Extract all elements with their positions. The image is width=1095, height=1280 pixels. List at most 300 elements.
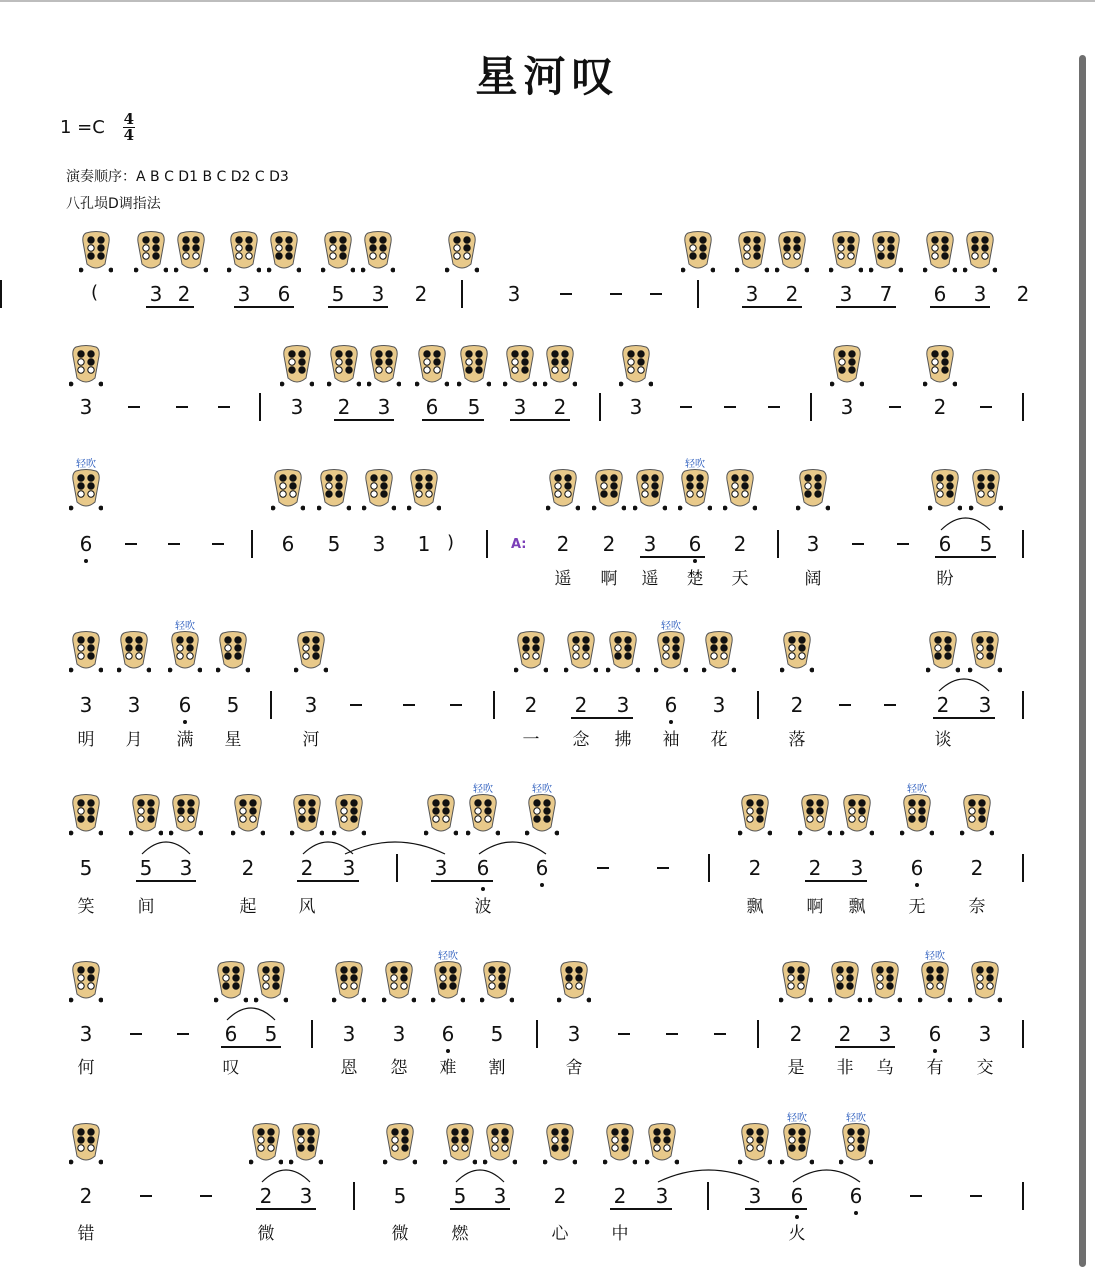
xun-fingering-chart: [227, 230, 261, 274]
jianpu-note: 2: [574, 693, 588, 717]
lyric-character: 遥: [641, 569, 659, 589]
xun-fingering-chart: [654, 630, 688, 674]
sustain-dash: [980, 406, 992, 408]
jianpu-note: 3: [304, 693, 318, 717]
xun-fingering-chart: [332, 960, 366, 1004]
jianpu-note: 3: [434, 856, 448, 880]
jianpu-note: 2: [524, 693, 538, 717]
lyric-character: 谈: [934, 730, 952, 750]
jianpu-note: 6: [425, 395, 439, 419]
jianpu-note: 6: [281, 532, 295, 556]
slur: [939, 512, 992, 532]
jianpu-note: 3: [493, 1184, 507, 1208]
soft-blow-label: 轻吹: [925, 951, 945, 962]
eighth-note-underline: [422, 419, 484, 421]
jianpu-note: 2: [259, 1184, 273, 1208]
bar-line: [0, 280, 2, 308]
jianpu-note: 3: [748, 1184, 762, 1208]
xun-fingering-chart: [839, 1122, 873, 1166]
bar-line: [486, 530, 488, 558]
bar-line: [707, 1182, 709, 1210]
jianpu-note: 3: [616, 693, 630, 717]
jianpu-note: 3: [372, 532, 386, 556]
lyric-character: 阔: [804, 569, 822, 589]
jianpu-note: 3: [629, 395, 643, 419]
xun-fingering-chart: [968, 630, 1002, 674]
jianpu-note: 5: [264, 1022, 278, 1046]
sustain-dash: [125, 543, 137, 545]
xun-fingering-chart: [290, 793, 324, 837]
soft-blow-label: 轻吹: [532, 784, 552, 795]
bar-line: [1022, 1182, 1024, 1210]
xun-fingering-chart: [928, 468, 962, 512]
lyric-character: 星: [224, 730, 242, 750]
lyric-character: 一: [522, 730, 540, 750]
jianpu-note: 2: [602, 532, 616, 556]
low-octave-dot: [854, 1211, 858, 1215]
bar-line: [1022, 530, 1024, 558]
sustain-dash: [897, 543, 909, 545]
xun-fingering-chart: [169, 793, 203, 837]
eighth-note-underline: [221, 1046, 281, 1048]
xun-fingering-chart: [367, 344, 401, 388]
soft-blow-label: 轻吹: [473, 784, 493, 795]
soft-blow-label: 轻吹: [76, 459, 96, 470]
bar-line: [396, 854, 398, 882]
xun-fingering-chart: [321, 230, 355, 274]
jianpu-note: 3: [371, 282, 385, 306]
jianpu-note: 6: [72, 533, 100, 555]
jianpu-note: 3: [79, 693, 93, 717]
sustain-dash: [597, 867, 609, 869]
xun-fingering-chart: [168, 630, 202, 674]
xun-fingering-chart: [606, 630, 640, 674]
lyric-character: 无: [908, 897, 926, 917]
jianpu-note: 2: [789, 1022, 803, 1046]
jianpu-note: 6: [434, 1023, 462, 1045]
jianpu-note: 3: [507, 282, 521, 306]
xun-fingering-chart: [926, 630, 960, 674]
sustain-dash: [768, 406, 780, 408]
eighth-note-underline: [935, 556, 996, 558]
soft-blow-label: 轻吹: [175, 621, 195, 632]
bar-line: [810, 393, 812, 421]
jianpu-note: 3: [840, 395, 854, 419]
soft-blow-label: 轻吹: [907, 784, 927, 795]
sustain-dash: [650, 293, 662, 295]
xun-fingering-chart: [174, 230, 208, 274]
bar-line: [1022, 691, 1024, 719]
sustain-dash: [970, 1195, 982, 1197]
xun-fingering-chart: [963, 230, 997, 274]
sustain-dash: [176, 406, 188, 408]
lyric-character: 非: [836, 1058, 854, 1078]
jianpu-note: 3: [79, 395, 93, 419]
time-top: 4: [123, 110, 134, 128]
jianpu-note: 6: [921, 1023, 949, 1045]
lyric-character: 怨: [390, 1058, 408, 1078]
xun-fingering-chart: [969, 468, 1003, 512]
jianpu-note: 2: [414, 282, 428, 306]
low-octave-dot: [669, 720, 673, 724]
low-octave-dot: [693, 559, 697, 563]
xun-fingering-chart: [564, 630, 598, 674]
lyric-character: 月: [125, 730, 143, 750]
low-octave-dot: [915, 883, 919, 887]
xun-fingering-chart: [592, 468, 626, 512]
eighth-note-underline: [836, 306, 896, 308]
xun-fingering-chart: [923, 344, 957, 388]
eighth-note-underline: [835, 1046, 895, 1048]
key-label: 1 =C: [60, 117, 105, 138]
fingering-note: 八孔埙D调指法: [66, 196, 161, 212]
sustain-dash: [839, 704, 851, 706]
eighth-note-underline: [450, 1208, 510, 1210]
jianpu-note: 3: [712, 693, 726, 717]
xun-fingering-chart: [117, 630, 151, 674]
jianpu-note: 3: [127, 693, 141, 717]
xun-fingering-chart: [868, 960, 902, 1004]
xun-fingering-chart: [830, 344, 864, 388]
jianpu-note: 3: [978, 693, 992, 717]
lyric-character: 啊: [806, 897, 824, 917]
bar-line: [461, 280, 463, 308]
lyric-character: 微: [257, 1224, 275, 1244]
jianpu-note: 3: [806, 532, 820, 556]
xun-fingering-chart: [216, 630, 250, 674]
lyric-character: 起: [239, 897, 257, 917]
time-signature: [123, 112, 135, 143]
jianpu-note: 5: [226, 693, 240, 717]
eighth-note-underline: [328, 306, 388, 308]
sustain-dash: [714, 1033, 726, 1035]
sustain-dash: [168, 543, 180, 545]
slur: [656, 1164, 761, 1184]
xun-fingering-chart: [69, 630, 103, 674]
scrollbar[interactable]: [1079, 55, 1086, 1267]
lyric-character: 落: [788, 730, 806, 750]
top-divider: [0, 0, 1095, 2]
xun-fingering-chart: [294, 630, 328, 674]
bar-line: [353, 1182, 355, 1210]
xun-fingering-chart: [645, 1122, 679, 1166]
xun-fingering-chart: [249, 1122, 283, 1166]
xun-fingering-chart: [466, 793, 500, 837]
jianpu-note: 2: [337, 395, 351, 419]
lyric-character: 难: [439, 1058, 457, 1078]
xun-fingering-chart: [407, 468, 441, 512]
xun-fingering-chart: [231, 793, 265, 837]
jianpu-note: 2: [556, 532, 570, 556]
xun-fingering-chart: [775, 230, 809, 274]
xun-fingering-chart: [525, 793, 559, 837]
xun-fingering-chart: [503, 344, 537, 388]
xun-fingering-chart: [480, 960, 514, 1004]
jianpu-note: 2: [933, 395, 947, 419]
eighth-note-underline: [933, 717, 995, 719]
xun-fingering-chart: [702, 630, 736, 674]
sustain-dash: [130, 1033, 142, 1035]
xun-fingering-chart: [362, 468, 396, 512]
xun-fingering-chart: [960, 793, 994, 837]
jianpu-note: 3: [179, 856, 193, 880]
sustain-dash: [657, 867, 669, 869]
jianpu-note: 5: [327, 532, 341, 556]
sustain-dash: [852, 543, 864, 545]
jianpu-note: 2: [970, 856, 984, 880]
section-marker: A:: [511, 537, 527, 552]
sustain-dash: [910, 1195, 922, 1197]
jianpu-note: 3: [237, 282, 251, 306]
lyric-character: 飘: [848, 897, 866, 917]
bar-line: [259, 393, 261, 421]
lyric-character: 燃: [451, 1224, 469, 1244]
xun-fingering-chart: [869, 230, 903, 274]
jianpu-note: 5: [393, 1184, 407, 1208]
xun-fingering-chart: [69, 468, 103, 512]
xun-fingering-chart: [514, 630, 548, 674]
soft-blow-label: 轻吹: [787, 1113, 807, 1124]
lyric-character: 波: [474, 897, 492, 917]
xun-fingering-chart: [289, 1122, 323, 1166]
jianpu-note: 3: [745, 282, 759, 306]
slur: [454, 1164, 506, 1184]
lyric-character: 天: [731, 569, 749, 589]
xun-fingering-chart: [829, 230, 863, 274]
lyric-character: 花: [710, 730, 728, 750]
jianpu-note: 2: [790, 693, 804, 717]
lyric-character: 河: [302, 730, 320, 750]
bar-line: [697, 280, 699, 308]
jianpu-note: 6: [277, 282, 291, 306]
xun-fingering-chart: [543, 1122, 577, 1166]
lyric-character: 是: [787, 1058, 805, 1078]
eighth-note-underline: [571, 717, 633, 719]
jianpu-note: 5: [979, 532, 993, 556]
jianpu-note: 6: [681, 533, 709, 555]
bar-line: [777, 530, 779, 558]
jianpu-note: 3: [978, 1022, 992, 1046]
lyric-character: 风: [298, 897, 316, 917]
xun-fingering-chart: [557, 960, 591, 1004]
bar-line: [1022, 1020, 1024, 1048]
slur: [477, 836, 548, 856]
jianpu-note: 6: [933, 282, 947, 306]
jianpu-note: 2: [300, 856, 314, 880]
jianpu-note: 6: [171, 694, 199, 716]
xun-fingering-chart: [678, 468, 712, 512]
bar-line: [757, 691, 759, 719]
lyric-character: 何: [77, 1058, 95, 1078]
jianpu-note: 5: [139, 856, 153, 880]
jianpu-note: 2: [241, 856, 255, 880]
eighth-note-underline: [256, 1208, 316, 1210]
xun-fingering-chart: [361, 230, 395, 274]
jianpu-note: 5: [453, 1184, 467, 1208]
lyric-character: 火: [788, 1224, 806, 1244]
lyric-character: 奈: [968, 897, 986, 917]
song-title: 星河叹: [475, 52, 620, 101]
low-octave-dot: [481, 887, 485, 891]
bar-line: [311, 1020, 313, 1048]
jianpu-note: 2: [936, 693, 950, 717]
jianpu-note: 6: [783, 1185, 811, 1207]
eighth-note-underline: [930, 306, 990, 308]
jianpu-note: 2: [79, 1184, 93, 1208]
xun-fingering-chart: [603, 1122, 637, 1166]
sustain-dash: [350, 704, 362, 706]
xun-fingering-chart: [69, 344, 103, 388]
jianpu-note: 6: [657, 694, 685, 716]
jianpu-note: 3: [850, 856, 864, 880]
eighth-note-underline: [297, 880, 359, 882]
xun-fingering-chart: [327, 344, 361, 388]
jianpu-note: 3: [973, 282, 987, 306]
xun-fingering-chart: [633, 468, 667, 512]
jianpu-note: 3: [79, 1022, 93, 1046]
xun-fingering-chart: [738, 1122, 772, 1166]
jianpu-note: 3: [342, 1022, 356, 1046]
sustain-dash: [884, 704, 896, 706]
xun-fingering-chart: [780, 630, 814, 674]
xun-fingering-chart: [280, 344, 314, 388]
sustain-dash: [212, 543, 224, 545]
xun-fingering-chart: [271, 468, 305, 512]
sustain-dash: [177, 1033, 189, 1035]
lyric-character: 袖: [662, 730, 680, 750]
lyric-character: 有: [926, 1058, 944, 1078]
jianpu-note: 5: [79, 856, 93, 880]
jianpu-note: 3: [299, 1184, 313, 1208]
low-octave-dot: [540, 883, 544, 887]
lyric-character: 错: [77, 1224, 95, 1244]
xun-fingering-chart: [840, 793, 874, 837]
lyric-character: 楚: [686, 569, 704, 589]
xun-fingering-chart: [254, 960, 288, 1004]
slur: [140, 836, 192, 856]
lyric-character: 恩: [340, 1058, 358, 1078]
xun-fingering-chart: [214, 960, 248, 1004]
xun-fingering-chart: [415, 344, 449, 388]
xun-fingering-chart: [900, 793, 934, 837]
xun-fingering-chart: [69, 960, 103, 1004]
slur: [937, 673, 991, 693]
jianpu-note: 6: [842, 1185, 870, 1207]
xun-fingering-chart: [918, 960, 952, 1004]
jianpu-note: 2: [177, 282, 191, 306]
lyric-character: 叹: [222, 1058, 240, 1078]
bar-line: [536, 1020, 538, 1048]
lyric-character: 割: [488, 1058, 506, 1078]
soft-blow-label: 轻吹: [438, 951, 458, 962]
lyric-character: 舍: [565, 1058, 583, 1078]
xun-fingering-chart: [723, 468, 757, 512]
xun-fingering-chart: [134, 230, 168, 274]
eighth-note-underline: [640, 556, 705, 558]
eighth-note-underline: [334, 419, 394, 421]
xun-fingering-chart: [798, 793, 832, 837]
lyric-character: 微: [391, 1224, 409, 1244]
lyric-character: 飘: [746, 897, 764, 917]
time-bottom: 4: [123, 126, 134, 144]
sustain-dash: [140, 1195, 152, 1197]
xun-fingering-chart: [267, 230, 301, 274]
xun-fingering-chart: [69, 793, 103, 837]
xun-fingering-chart: [780, 1122, 814, 1166]
jianpu-note: 2: [553, 395, 567, 419]
bar-line: [251, 530, 253, 558]
bar-line: [1022, 854, 1024, 882]
lyric-character: 念: [572, 730, 590, 750]
jianpu-note: 3: [655, 1184, 669, 1208]
bar-line: [757, 1020, 759, 1048]
xun-fingering-chart: [383, 1122, 417, 1166]
jianpu-note: 3: [149, 282, 163, 306]
xun-fingering-chart: [424, 793, 458, 837]
jianpu-note: 2: [613, 1184, 627, 1208]
eighth-note-underline: [805, 880, 867, 882]
lyric-character: 满: [176, 730, 194, 750]
bar-line: [1022, 393, 1024, 421]
lyric-character: 盼: [936, 569, 954, 589]
sustain-dash: [560, 293, 572, 295]
sustain-dash: [128, 406, 140, 408]
eighth-note-underline: [510, 419, 570, 421]
jianpu-note: 2: [553, 1184, 567, 1208]
lyric-character: 啊: [600, 569, 618, 589]
xun-fingering-chart: [681, 230, 715, 274]
eighth-note-underline: [610, 1208, 672, 1210]
eighth-note-underline: [742, 306, 802, 308]
jianpu-note: 3: [513, 395, 527, 419]
jianpu-note: 2: [748, 856, 762, 880]
sustain-dash: [610, 293, 622, 295]
lyric-character: 交: [976, 1058, 994, 1078]
sustain-dash: [218, 406, 230, 408]
sustain-dash: [666, 1033, 678, 1035]
xun-fingering-chart: [317, 468, 351, 512]
slur: [343, 836, 447, 856]
jianpu-note: 2: [733, 532, 747, 556]
xun-fingering-chart: [457, 344, 491, 388]
soft-blow-label: 轻吹: [846, 1113, 866, 1124]
low-octave-dot: [84, 559, 88, 563]
xun-fingering-chart: [828, 960, 862, 1004]
jianpu-note: 3: [567, 1022, 581, 1046]
slur: [225, 1002, 277, 1022]
xun-fingering-chart: [445, 230, 479, 274]
lyric-character: 笑: [77, 897, 95, 917]
jianpu-note: 5: [467, 395, 481, 419]
lyric-character: 心: [551, 1224, 569, 1244]
jianpu-note: 1: [417, 532, 431, 556]
xun-fingering-chart: [483, 1122, 517, 1166]
xun-fingering-chart: [968, 960, 1002, 1004]
eighth-note-underline: [146, 306, 194, 308]
xun-fingering-chart: [443, 1122, 477, 1166]
soft-blow-label: 轻吹: [685, 459, 705, 470]
jianpu-note: 3: [377, 395, 391, 419]
jianpu-note: 2: [838, 1022, 852, 1046]
xun-fingering-chart: [382, 960, 416, 1004]
jianpu-note: 2: [808, 856, 822, 880]
xun-fingering-chart: [779, 960, 813, 1004]
xun-fingering-chart: [79, 230, 113, 274]
sustain-dash: [889, 406, 901, 408]
slur: [260, 1164, 312, 1184]
jianpu-note: 5: [331, 282, 345, 306]
xun-fingering-chart: [129, 793, 163, 837]
